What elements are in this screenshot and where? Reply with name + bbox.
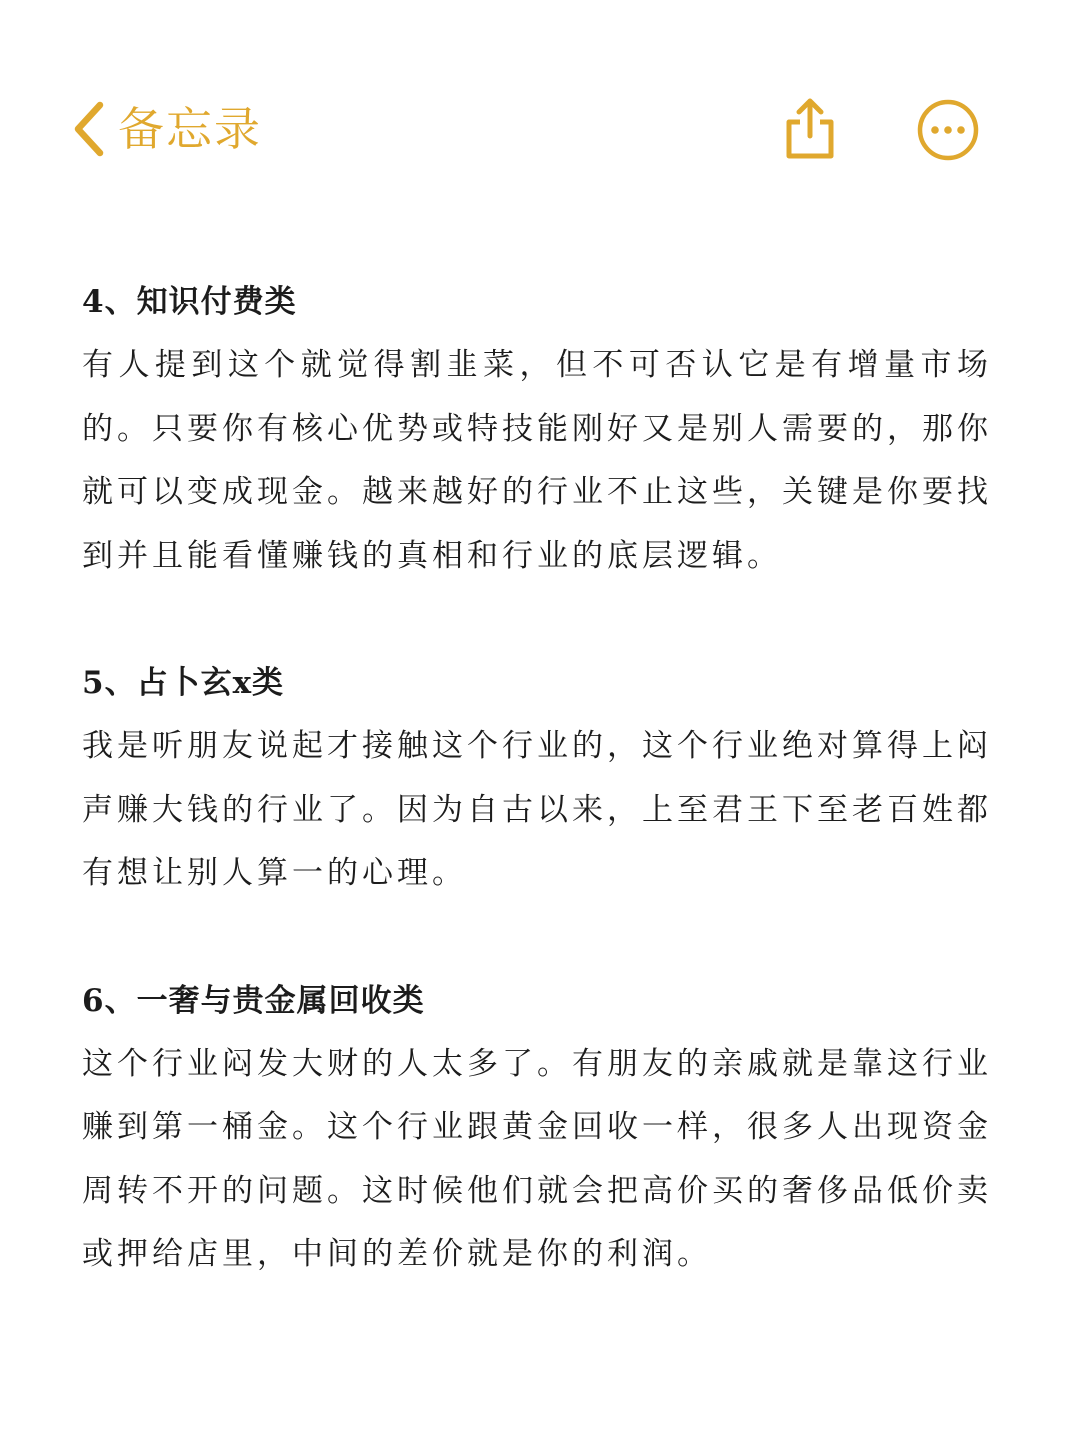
section-heading: 6、一奢与贵金属回收类 — [82, 982, 425, 1019]
note-section — [82, 969, 992, 1287]
share-icon — [780, 147, 840, 166]
more-icon — [916, 147, 980, 166]
chevron-left-icon — [72, 99, 106, 159]
note-section — [82, 651, 992, 906]
section-body: 我是听朋友说起才接触这个行业的，这个行业绝对算得上闷声赚大钱的行业了。因为自古以来，上至君王下至老百姓都有想让别人算一的心理。 — [82, 728, 992, 891]
note-content[interactable] — [82, 270, 992, 1350]
section-heading: 5、占卜玄x类 — [82, 665, 285, 701]
share-button[interactable] — [780, 96, 840, 162]
section-heading: 4、知识付费类 — [82, 284, 297, 320]
navigation-bar — [0, 0, 1080, 240]
section-body: 有人提到这个就觉得割韭菜，但不可否认它是有增量市场的。只要你有核心优势或特技能刚好又是别人需要的，那你就可以变成现金。越来越好的行业不止这些，关键是你要找到并且能看懂赚钱的真相和行业的底层逻辑。 — [82, 347, 992, 574]
back-label: 备忘录 — [118, 102, 262, 156]
back-button[interactable] — [72, 96, 262, 162]
note-section — [82, 270, 992, 588]
more-button[interactable] — [916, 98, 980, 162]
section-body: 这个行业闷发大财的人太多了。有朋友的亲戚就是靠这行业赚到第一桶金。这个行业跟黄金回收一样，很多人出现资金周转不开的问题。这时候他们就会把高价买的奢侈品低价卖或押给店里，中间的差价就是你的利润。 — [82, 1045, 992, 1272]
